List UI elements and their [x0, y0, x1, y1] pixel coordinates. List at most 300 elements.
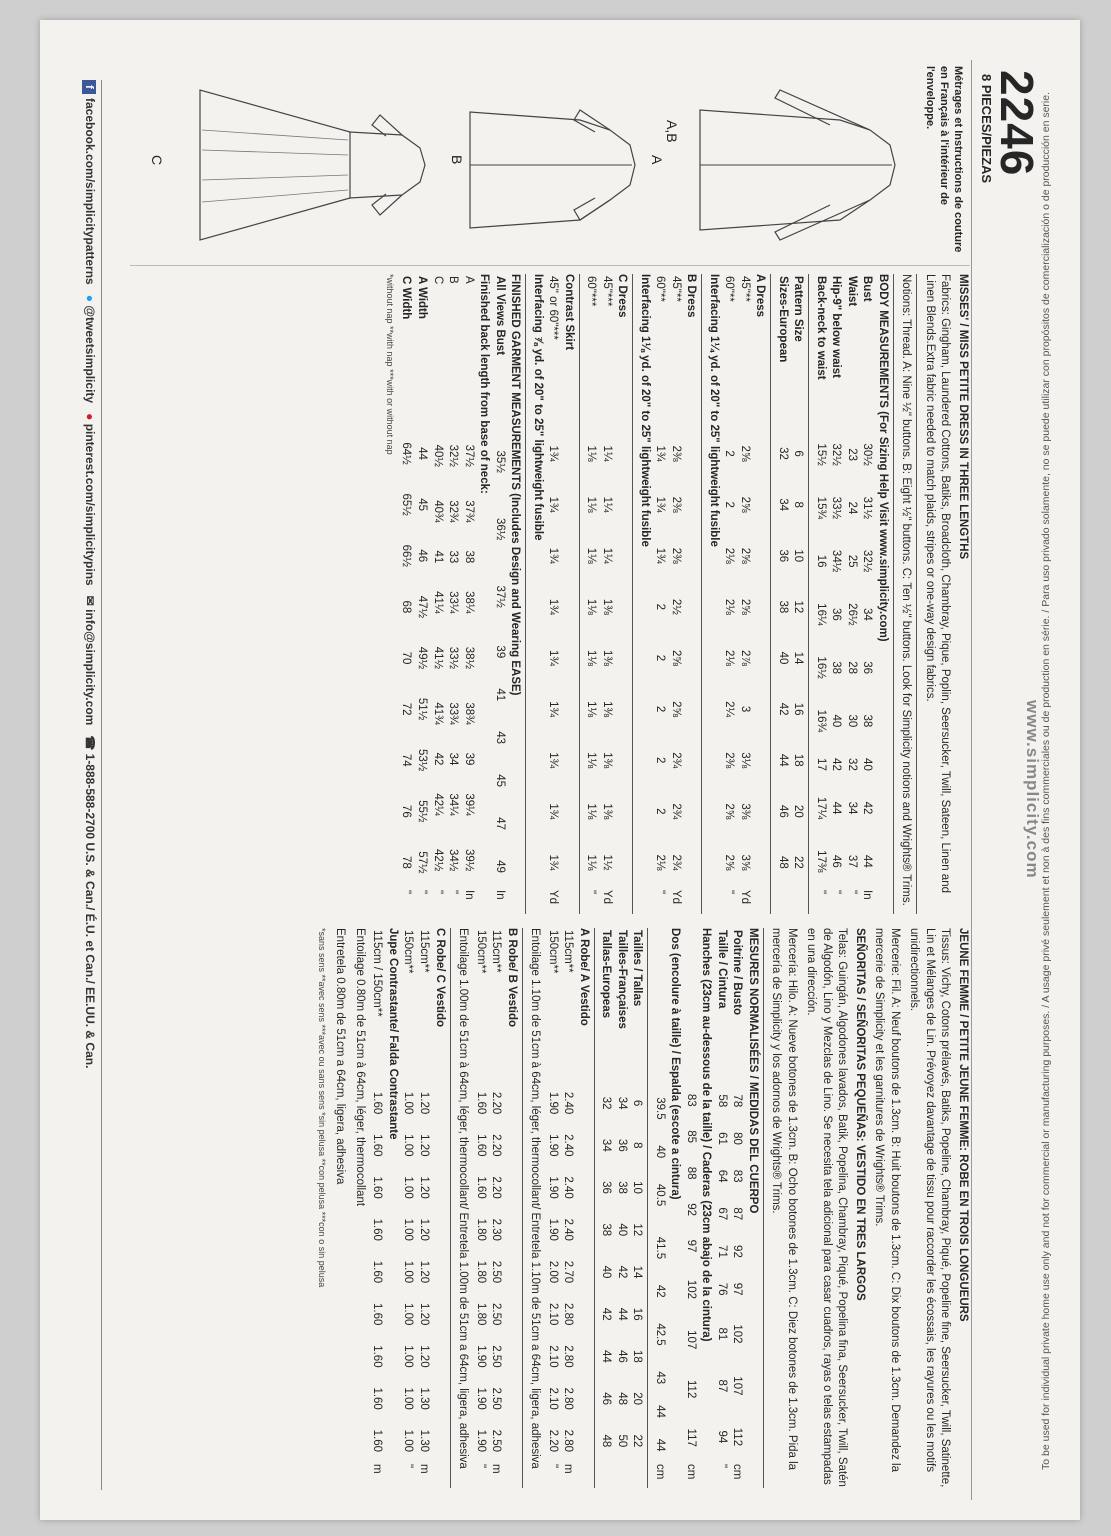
hanches-heading: Hanches (23cm au-dessous de la taille) / Caderas (23cm abajo de la cintura): [700, 928, 713, 1342]
table-row: [472, 928, 488, 1488]
table-cell: 2⅝: [669, 649, 682, 666]
table-cell: 1.00: [402, 1429, 415, 1453]
row-label: All Views Bust: [493, 276, 506, 356]
row-label: C: [431, 276, 444, 285]
table-cell: 36: [600, 1181, 613, 1194]
table-cell: 1.60: [474, 1176, 487, 1199]
pattern-size-table: [774, 274, 805, 914]
table-cell: 1¾: [654, 445, 667, 462]
facebook-icon: f: [82, 80, 96, 94]
table-row: [400, 928, 416, 1488]
email-link[interactable]: info@simplicity.com: [83, 609, 97, 726]
table-cell: 38: [462, 550, 475, 564]
table-cell: 1.60: [371, 1387, 384, 1410]
table-cell: 1⅛: [585, 803, 598, 820]
table-cell: 1.20: [418, 1303, 431, 1326]
table-cell: 38: [600, 1223, 613, 1237]
table-cell: 42¼: [431, 793, 444, 816]
table-cell: 37½: [462, 444, 475, 467]
table-row: [667, 274, 683, 914]
spanish-title: SEÑORITAS / SEÑORITAS PEQUEÑAS: VESTIDO EN TRES LARGOS: [853, 928, 866, 1301]
table-cell: 41: [431, 550, 444, 564]
unit-cell: In: [861, 890, 874, 900]
table-cell: 1.80: [474, 1303, 487, 1326]
table-cell: 1.80: [474, 1218, 487, 1241]
mercerie-text: Mercerie: Fil. A: Neuf boutons de 1.3cm. B: Huit boutons de 1.3cm. C: Dix boutons de 1.3cm. Demandez la mercerie de Simplicity et les garnitures de Wrights® Trims.: [873, 928, 901, 1472]
row-label: A Width: [416, 276, 429, 319]
divider: [579, 274, 580, 914]
table-cell: 37: [845, 854, 858, 868]
table-row: [369, 928, 385, 1488]
table-cell: 17¼: [814, 796, 827, 820]
row-label: 150cm**: [474, 930, 487, 974]
row-label: [651, 928, 667, 1082]
unit-cell: In: [462, 890, 475, 900]
table-cell: 40: [776, 651, 789, 665]
mesures-heading: MESURES NORMALISÉES / MEDIDAS DEL CUERPO: [746, 928, 759, 1214]
table-cell: 17: [814, 758, 827, 771]
table-cell: 16: [814, 554, 827, 568]
table-row: [491, 274, 507, 914]
row-label: Sizes-European: [776, 276, 789, 363]
table-cell: 2.00: [546, 1260, 559, 1284]
a-dress-table: [721, 274, 752, 914]
table-row: [859, 274, 875, 914]
rotated-content: [70, 60, 1050, 1500]
table-cell: 6: [792, 450, 805, 457]
table-cell: 2.20: [490, 1091, 503, 1115]
table-cell: 42: [776, 702, 789, 716]
row-label: 115cm**: [562, 930, 575, 973]
robe-c-label: C Robe/ C Vestido: [433, 928, 446, 1028]
table-cell: 97: [684, 1239, 697, 1253]
table-cell: 1⅛: [585, 598, 598, 615]
b-dress-table: [652, 274, 683, 914]
table-cell: 10: [631, 1181, 644, 1194]
unit-cell: cm: [653, 1464, 666, 1480]
table-cell: 32½: [830, 443, 843, 466]
row-label: [682, 928, 698, 1082]
unit-cell: ": [585, 890, 598, 895]
table-cell: 57½: [416, 851, 429, 874]
finished-heading: FINISHED GARMENT MEASUREMENTS (Includes Design and Wearing EASE): [509, 274, 522, 696]
table-cell: 2: [723, 450, 736, 457]
table-cell: 1.60: [371, 1260, 384, 1284]
table-cell: 32: [776, 447, 789, 460]
robe-c-table: [400, 928, 431, 1488]
table-row: [729, 928, 745, 1488]
table-cell: 1¼: [600, 547, 613, 564]
table-cell: 1.20: [418, 1345, 431, 1368]
table-cell: 1.20: [418, 1176, 431, 1199]
pinterest-link[interactable]: pinterest.com/simplicitypins: [83, 423, 97, 586]
table-cell: 38½: [462, 646, 475, 670]
tissus-text: Tissus: Vichy, Cotons prélavés, Batiks, Popeline, Chambray, Piqué, Popeline fine, Seersucker, Twill, Satinette, Lin et Mélanges de Lin. Prévoyez davantage de tissu pour raccorder les écossais, les rayures ou les motifs unidirectionnels.: [908, 928, 952, 1488]
pieces-count: 8 PIECES/PIEZAS: [979, 74, 994, 184]
table-cell: 1⅜: [600, 803, 613, 820]
b-dress-label: B Dress: [685, 274, 698, 318]
table-cell: 1¾: [654, 547, 667, 564]
table-cell: 33¾: [447, 702, 460, 725]
table-row: [721, 274, 737, 914]
table-cell: 107: [684, 1330, 697, 1350]
table-cell: 34: [776, 498, 789, 512]
unit-cell: ": [723, 890, 736, 895]
unit-cell: ": [546, 1464, 559, 1469]
table-row: [416, 928, 432, 1488]
table-row: [445, 274, 461, 914]
table-row: [429, 274, 445, 914]
view-sketches: [130, 60, 970, 266]
table-cell: 44: [416, 447, 429, 460]
divider: [763, 928, 764, 1488]
table-row: [682, 928, 698, 1488]
row-label: 115cm**: [490, 930, 503, 973]
row-label: 60"**: [654, 276, 667, 302]
table-cell: 1⅛: [585, 649, 598, 666]
table-cell: 44: [615, 1307, 628, 1321]
table-cell: 2⅛: [723, 649, 736, 666]
unit-cell: cm: [684, 1464, 697, 1480]
unit-cell: ": [830, 890, 843, 895]
b-interfacing: Interfacing 1⅛ yd. of 20" to 25" lightweight fusible: [638, 274, 651, 547]
row-label: 45"**: [738, 276, 751, 302]
table-cell: 34: [600, 1138, 613, 1152]
table-row: [460, 274, 476, 914]
view-label-a: A: [649, 155, 665, 165]
table-cell: 1¾: [547, 496, 560, 513]
robe-b-entoilage: Entoilage 1.00m de 51cm à 64cm, léger, thermocollant/ Entretela 1.00m de 51cm a 64cm, ligera, adhesiva: [457, 928, 470, 1469]
table-cell: 1¾: [654, 496, 667, 513]
table-cell: 2¾: [669, 752, 682, 769]
table-cell: 1¾: [547, 598, 560, 615]
table-cell: 1.90: [546, 1218, 559, 1241]
table-cell: 1.90: [474, 1387, 487, 1410]
table-cell: 43: [653, 1371, 666, 1385]
table-cell: 2.80: [562, 1345, 575, 1368]
divider: [893, 274, 894, 914]
table-row: [598, 274, 614, 914]
english-title: MISSES' / MISS PETITE DRESS IN THREE LENGTHS: [957, 274, 969, 560]
row-label: 115cm**: [418, 930, 431, 973]
table-cell: 39½: [462, 848, 475, 872]
table-cell: 1.20: [418, 1260, 431, 1284]
table-cell: 42: [830, 758, 843, 771]
french-title: JEUNE FEMME / PETITE JEUNE FEMME: ROBE EN TROIS LONGUEURS: [957, 928, 969, 1322]
table-cell: 112: [684, 1380, 697, 1399]
table-cell: 2.50: [490, 1260, 503, 1284]
table-row: [583, 274, 599, 914]
table-cell: 49½: [416, 646, 429, 670]
table-cell: 44: [776, 753, 789, 767]
dos-table: [651, 928, 667, 1488]
unit-cell: m: [490, 1464, 503, 1474]
table-cell: 2⅝: [669, 701, 682, 718]
table-cell: 94: [715, 1430, 728, 1444]
table-cell: 46: [600, 1392, 613, 1406]
table-cell: 48: [615, 1392, 628, 1406]
table-row: [545, 274, 561, 914]
website-url: www.simplicity.com: [1023, 700, 1042, 879]
table-cell: 97: [731, 1282, 744, 1296]
table-cell: 1⅜: [600, 598, 613, 615]
table-cell: 2¾: [669, 803, 682, 820]
unit-cell: [790, 888, 806, 914]
table-cell: 34½: [830, 549, 843, 573]
table-cell: 34½: [447, 848, 460, 872]
table-cell: 1⅛: [585, 701, 598, 718]
row-label: Tallas-Europeas: [600, 930, 613, 1018]
table-cell: 1.00: [402, 1303, 415, 1326]
table-cell: 32½: [861, 549, 874, 573]
row-label: Tailles-Françaises: [615, 930, 628, 1029]
table-cell: 1.60: [371, 1176, 384, 1199]
table-cell: 58: [715, 1094, 728, 1108]
table-cell: 87: [731, 1207, 744, 1221]
table-cell: 76: [715, 1282, 728, 1296]
jupe-table: [369, 928, 385, 1488]
table-cell: 44: [653, 1405, 666, 1418]
table-cell: 22: [792, 856, 805, 869]
table-cell: 14: [631, 1265, 644, 1279]
table-row: [488, 928, 504, 1488]
fabrics-text: Fabrics: Gingham, Laundered Cottons, Batiks, Broadcloth, Chambray, Pique, Poplin, Seersucker, Twill, Sateen, Linen and Linen Blends.Extra fabric needed to match plaids, stripes or one-way design fabrics.: [923, 274, 952, 893]
table-cell: 36: [615, 1138, 628, 1152]
table-cell: 2.80: [562, 1429, 575, 1453]
row-label: Bust: [861, 276, 874, 302]
table-cell: 2.50: [490, 1429, 503, 1453]
table-cell: 44: [600, 1350, 613, 1363]
table-cell: 42.5: [653, 1323, 666, 1346]
unit-cell: In: [493, 890, 506, 900]
unit-cell: m: [371, 1464, 384, 1474]
merceria-text: Mercería: Hilo. A: Nueve botones de 1.3cm. B: Ocho botones de 1.3cm. C: Diez botones de 1.3cm. Pida la mercería de Simplicity y los adornos de Wrights® Trims.: [770, 928, 798, 1471]
table-cell: 92: [731, 1245, 744, 1258]
divider: [770, 274, 771, 914]
table-cell: 40: [615, 1223, 628, 1237]
notions-text: Notions: Thread. A: Nine ½" buttons. B: Eight ½" buttons. C: Ten ½" buttons. Look for Simplicity notions and Wrights® Trims.: [900, 274, 913, 906]
table-cell: 24: [845, 501, 858, 515]
table-cell: 15¾: [814, 496, 827, 520]
table-cell: 36: [830, 607, 843, 621]
telas-text: Telas: Guingán, Algodones lavados, Batik, Popelina, Chambray, Piqué, Popelina fina, Seersucker, Twill, Satén de Algodón, Lino y Mezclas de Lino. Se necesita tela adicional para casar cuadros, rayas o telas estampadas en una dirección.: [805, 928, 849, 1487]
table-cell: 46: [416, 549, 429, 563]
table-cell: 38¼: [462, 591, 475, 614]
unit-cell: ": [447, 890, 460, 895]
table-row: [560, 928, 576, 1488]
table-cell: 1⅛: [585, 547, 598, 564]
table-cell: 32: [845, 758, 858, 771]
c-dress-table: [583, 274, 614, 914]
dress-c-sketch: [170, 70, 430, 260]
table-cell: 1½: [600, 854, 613, 871]
table-cell: 39¼: [462, 793, 475, 816]
table-cell: 71: [715, 1245, 728, 1258]
table-cell: 70: [400, 651, 413, 665]
table-cell: 41¼: [431, 591, 444, 614]
robe-a-entoilage: Entoilage 1.10m de 51cm à 64cm, léger, thermocollant/ Entretela 1.10m de 51cm a 64cm, ligera, adhesiva: [529, 928, 542, 1469]
table-cell: 20: [792, 804, 805, 818]
contrast-skirt-label: Contrast Skirt: [562, 274, 575, 351]
table-cell: 1.00: [402, 1091, 415, 1115]
table-row: [598, 928, 614, 1488]
divider: [525, 274, 526, 914]
table-cell: 32¾: [447, 500, 460, 523]
row-label: A: [462, 276, 475, 284]
table-cell: 8: [631, 1142, 644, 1149]
twitter-link[interactable]: @tweetsimplicity: [83, 305, 97, 404]
table-cell: 2.40: [562, 1134, 575, 1157]
row-label: B: [447, 276, 460, 284]
table-cell: 1.60: [371, 1134, 384, 1157]
unit-cell: Yd: [547, 890, 560, 905]
table-cell: 40¾: [431, 500, 444, 523]
unit-cell: ": [845, 890, 858, 895]
body-measurements-heading: BODY MEASUREMENTS (For Sizing Help Visit www.simplicity.com): [876, 274, 889, 642]
table-cell: 48: [600, 1434, 613, 1448]
table-cell: 14: [792, 651, 805, 665]
table-cell: 35½: [493, 450, 506, 473]
jupe-entoilage: Entoilage 0.80m de 51cm à 64cm, léger, thermocollant: [353, 928, 366, 1207]
table-cell: 2.40: [562, 1218, 575, 1241]
table-cell: 8: [792, 501, 805, 508]
table-cell: 1.60: [474, 1134, 487, 1157]
table-cell: 50: [615, 1434, 628, 1448]
table-cell: 83: [731, 1169, 744, 1183]
table-cell: 2⅛: [723, 598, 736, 615]
table-cell: 2: [654, 654, 667, 662]
view-label-c: C: [149, 155, 165, 166]
table-cell: 87: [715, 1379, 728, 1393]
table-cell: 45: [416, 498, 429, 512]
unit-cell: [598, 1462, 614, 1488]
table-cell: 42: [600, 1307, 613, 1321]
table-cell: 33¼: [447, 591, 460, 614]
table-cell: 2¼: [723, 701, 736, 718]
hanches-table: [682, 928, 698, 1488]
mesures-table: [713, 928, 744, 1488]
table-cell: 88: [684, 1166, 697, 1180]
divider: [916, 274, 917, 914]
table-cell: 2.70: [562, 1260, 575, 1284]
table-cell: 85: [684, 1130, 697, 1144]
table-cell: 37½: [493, 585, 506, 608]
table-cell: 36: [861, 661, 874, 675]
row-label: Taille / Cintura: [715, 930, 728, 1009]
table-cell: 112: [731, 1427, 744, 1447]
table-cell: 40: [861, 758, 874, 771]
width-table: [398, 274, 429, 914]
table-cell: 26½: [845, 603, 858, 626]
table-cell: 102: [731, 1324, 744, 1344]
table-cell: 1.30: [418, 1387, 431, 1410]
table-cell: 1⅛: [585, 854, 598, 871]
table-cell: 2⅛: [654, 854, 667, 871]
table-cell: 1.60: [371, 1091, 384, 1115]
table-cell: 1.00: [402, 1260, 415, 1284]
table-row: [398, 274, 414, 914]
table-cell: 61: [715, 1132, 728, 1145]
table-cell: 1.20: [418, 1218, 431, 1241]
table-cell: 28: [845, 661, 858, 675]
row-label: Tailles / Tallas: [631, 930, 644, 1007]
row-label: 45"**: [669, 276, 682, 302]
table-cell: 2⅜: [669, 547, 682, 564]
table-row: [651, 928, 667, 1488]
table-cell: 1¾: [547, 854, 560, 871]
table-cell: 2: [654, 705, 667, 713]
row-label: 115cm / 150cm**: [371, 930, 384, 1017]
table-cell: 1.60: [474, 1091, 487, 1115]
table-cell: 18: [792, 753, 805, 767]
divider: [647, 928, 648, 1488]
pinterest-icon: ●: [83, 413, 97, 421]
jupe-entretela: Entretela 0.80m de 51cm a 64cm, ligera, adhesiva: [334, 928, 347, 1185]
table-cell: 2⅜: [669, 445, 682, 462]
pattern-number: 2246: [991, 70, 1043, 177]
unit-cell: ": [654, 890, 667, 895]
body-measurements-table: [812, 274, 874, 914]
table-cell: 38: [615, 1181, 628, 1194]
table-cell: 42: [615, 1265, 628, 1279]
table-cell: 39: [462, 752, 475, 766]
french-spanish-column: [120, 928, 970, 1488]
unit-cell: m: [418, 1464, 431, 1474]
table-cell: 1⅜: [600, 752, 613, 769]
social-footer: [71, 80, 102, 1490]
unit-cell: ": [431, 890, 444, 895]
table-cell: 46: [776, 804, 789, 818]
tailles-table: [598, 928, 645, 1488]
table-cell: 47: [493, 817, 506, 830]
row-label: 45"***: [600, 276, 613, 307]
table-cell: 41: [493, 688, 506, 702]
table-row: [828, 274, 844, 914]
table-cell: 66½: [400, 544, 413, 567]
table-cell: 2.20: [490, 1176, 503, 1199]
table-cell: 3⅝: [738, 854, 751, 871]
table-cell: 1.00: [402, 1176, 415, 1199]
table-cell: 1⅜: [600, 701, 613, 718]
unit-cell: Yd: [669, 890, 682, 905]
table-cell: 42½: [431, 848, 444, 872]
table-cell: 1¾: [547, 445, 560, 462]
row-label: 60"**: [723, 276, 736, 302]
table-cell: 40: [600, 1265, 613, 1279]
jupe-label: Jupe Contrastante/ Falda Contrastante: [386, 928, 399, 1140]
table-cell: 36½: [493, 517, 506, 541]
table-cell: 2⅝: [738, 496, 751, 513]
table-cell: 12: [792, 600, 805, 614]
contrast-skirt-table: [545, 274, 561, 914]
table-cell: 1.00: [402, 1345, 415, 1368]
email-icon: ✉: [83, 595, 97, 606]
table-cell: 2⅞: [738, 649, 751, 666]
table-cell: 76: [400, 804, 413, 818]
table-row: [414, 274, 430, 914]
english-footnote: *without nap **with nap ***with or without nap: [384, 274, 395, 455]
table-cell: 40: [830, 714, 843, 728]
table-cell: 41.5: [653, 1236, 666, 1260]
facebook-link[interactable]: facebook.com/simplicitypatterns: [83, 98, 97, 285]
table-cell: 51½: [416, 697, 429, 721]
table-cell: 2: [654, 808, 667, 815]
table-cell: 1¾: [547, 701, 560, 718]
table-cell: 1⅛: [585, 752, 598, 769]
table-cell: 2⅝: [738, 445, 751, 462]
table-cell: 47½: [416, 595, 429, 619]
table-cell: 40½: [431, 444, 444, 467]
